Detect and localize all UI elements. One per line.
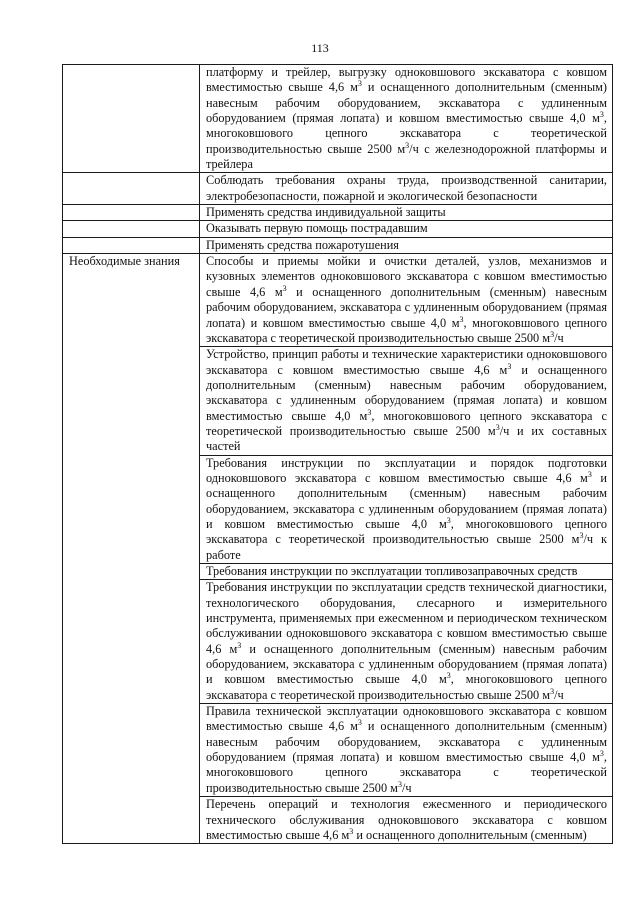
table-row [63, 237, 613, 253]
table-cell: Требования инструкции по эксплуатации средств технической диагностики, технологического оборудования, слесарного и измерительного инструмента, применяемых при ежесменном и периодическом техническом обслуживании одноковшового экскаватора с ковшом вместимостью свыше 4,6 $м^3$ и оснащенного дополнительным (сменным) навесным рабочим оборудованием, экскаватора с удлиненным оборудованием (прямая лопата) и ковшом вместимостью свыше 4,0 $м^3$, многоковшового цепного экскаватора с теоретической производительностью свыше 2500 $м^3/ч$ [200, 580, 613, 704]
label-cell-empty [63, 221, 200, 237]
label-cell-empty [63, 65, 200, 173]
table-row [63, 205, 613, 221]
page-number: 113 [311, 41, 329, 55]
table-row [63, 65, 613, 173]
table-cell: платформу и трейлер, выгрузку одноковшового экскаватора с ковшом вместимостью свыше 4,6 $м^3$ и оснащенного дополнительным (сменным) навесным рабочим оборудованием, экскаватора с удлиненным оборудованием (прямая лопата) и ковшом вместимостью свыше 4,0 $м^3$, многоковшового цепного экскаватора с теоретической производительностью свыше 2500 $м^3/ч$ с железнодорожной платформы и трейлера [200, 65, 613, 173]
table-cell: Требования инструкции по эксплуатации и порядок подготовки одноковшового экскаватора с ковшом вместимостью свыше 4,6 $м^3$ и оснащенного дополнительным (сменным) навесным рабочим оборудованием, экскаватора с удлиненным оборудованием (прямая лопата) и ковшом вместимостью свыше 4,0 $м^3$, многоковшового цепного экскаватора с теоретической производительностью свыше 2500 $м^3/ч$ к работе [200, 455, 613, 563]
table-cell: Требования инструкции по эксплуатации топливозаправочных средств [200, 564, 613, 580]
table-row [63, 254, 613, 347]
table-cell: Применять средства индивидуальной защиты [200, 205, 613, 221]
table-cell: Соблюдать требования охраны труда, производственной санитарии, электробезопасности, пожарной и экологической безопасности [200, 173, 613, 205]
table-cell: Перечень операций и технология ежесменного и периодического технического обслуживания одноковшового экскаватора с ковшом вместимостью свыше 4,6 $м^3$ и оснащенного дополнительным (сменным) [200, 797, 613, 844]
label-cell-empty [63, 205, 200, 221]
section-label: Необходимые знания [63, 254, 200, 844]
standard-table [62, 64, 613, 844]
table-cell: Способы и приемы мойки и очистки деталей, узлов, механизмов и кузовных элементов одноковшового экскаватора с ковшом вместимостью свыше 4,6 $м^3$ и оснащенного дополнительным (сменным) навесным рабочим оборудованием, экскаватора с удлиненным оборудованием (прямая лопата) и ковшом вместимостью свыше 4,0 $м^3$, многоковшового цепного экскаватора с теоретической производительностью свыше 2500 $м^3/ч$ [200, 254, 613, 347]
label-cell-empty [63, 237, 200, 253]
table-cell: Правила технической эксплуатации одноковшового экскаватора с ковшом вместимостью свыше 4,6 $м^3$ и оснащенного дополнительным (сменным) навесным рабочим оборудованием, экскаватора с удлиненным оборудованием (прямая лопата) и ковшом вместимостью свыше 4,0 $м^3$, многоковшового цепного экскаватора с теоретической производительностью свыше 2500 $м^3/ч$ [200, 704, 613, 797]
table-cell: Устройство, принцип работы и технические характеристики одноковшового экскаватора с ковшом вместимостью свыше 4,6 $м^3$ и оснащенного дополнительным (сменным) навесным рабочим оборудованием, экскаватора с удлиненным оборудованием (прямая лопата) и ковшом вместимостью свыше 4,0 $м^3$, многоковшового цепного экскаватора с теоретической производительностью свыше 2500 $м^3/ч$ и их составных частей [200, 347, 613, 455]
table-row [63, 173, 613, 205]
table-cell: Оказывать первую помощь пострадавшим [200, 221, 613, 237]
table-cell: Применять средства пожаротушения [200, 237, 613, 253]
table-row [63, 221, 613, 237]
label-cell-empty [63, 173, 200, 205]
